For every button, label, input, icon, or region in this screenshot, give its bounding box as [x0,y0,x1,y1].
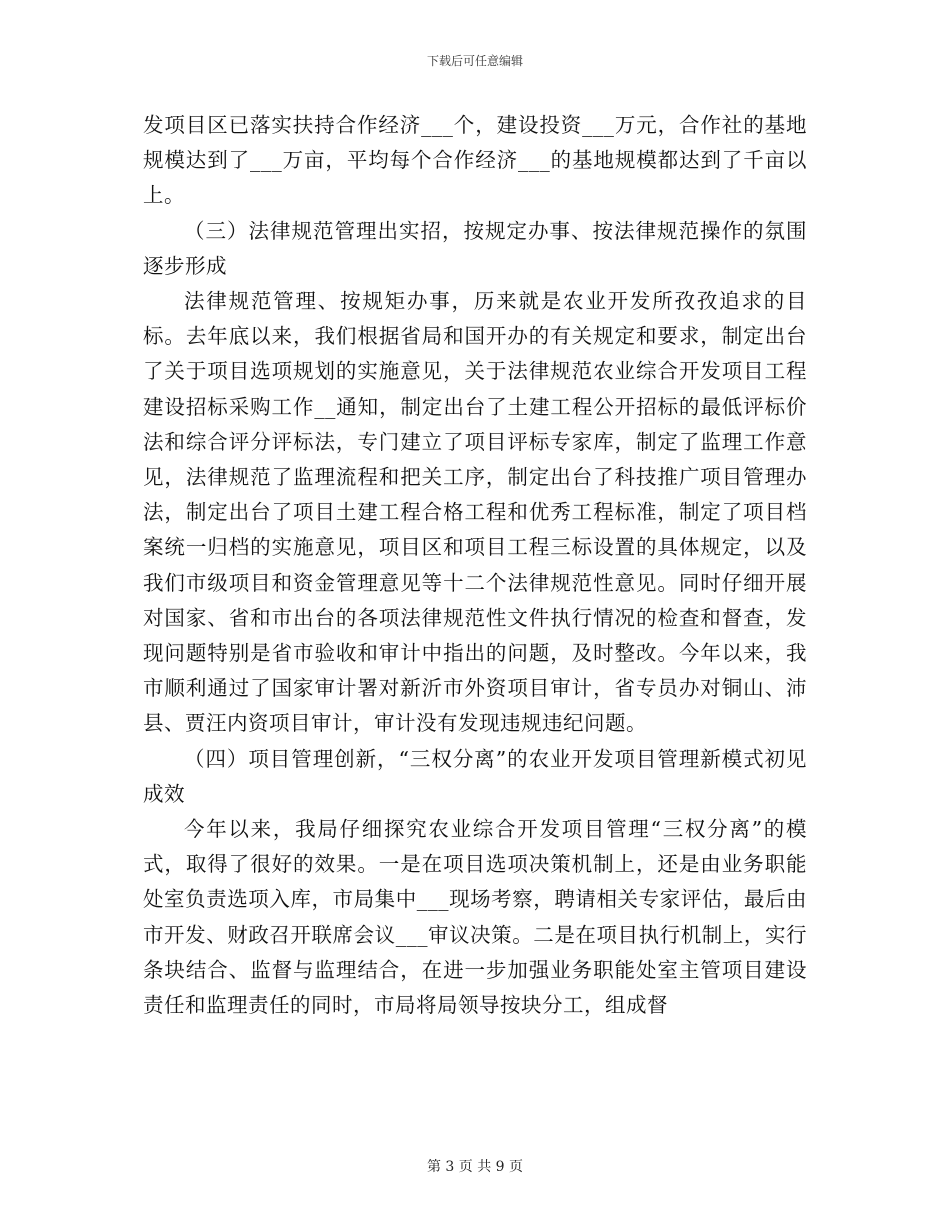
paragraph-3: 今年以来，我局仔细探究农业综合开发项目管理“三权分离”的模式，取得了很好的效果。一是在项目选项决策机制上，还是由业务职能处室负责选项入库，市局集中___现场考察，聘请相关专家评估，最后由市开发、财政召开联席会议___审议决策。二是在项目执行机制上，实行条块结合、监督与监理结合，在进一步加强业务职能处室主管项目建设责任和监理责任的同时，市局将局领导按块分工，组成督 [143,817,807,1018]
section-heading-3: （三）法律规范管理出实招，按规定办事、按法律规范操作的氛围逐步形成 [143,218,807,278]
document-body [143,108,807,1023]
page-footer: 第 3 页 共 9 页 [426,1159,524,1175]
paragraph-1: 发项目区已落实扶持合作经济___个，建设投资___万元，合作社的基地规模达到了___万亩，平均每个合作经济___的基地规模都达到了千亩以上。 [143,113,807,208]
page-header: 下载后可任意编辑 [426,54,523,68]
section-heading-4: （四）项目管理创新，“三权分离”的农业开发项目管理新模式初见成效 [143,746,807,806]
paragraph-2: 法律规范管理、按规矩办事，历来就是农业开发所孜孜追求的目标。去年底以来，我们根据省局和国开办的有关规定和要求，制定出台了关于项目选项规划的实施意见，关于法律规范农业综合开发项目工程建设招标采购工作__通知，制定出台了土建工程公开招标的最低评标价法和综合评分评标法，专门建立了项目评标专家库，制定了监理工作意见，法律规范了监理流程和把关工序，制定出台了科技推广项目管理办法，制定出台了项目土建工程合格工程和优秀工程标准，制定了项目档案统一归档的实施意见，项目区和项目工程三标设置的具体规定，以及我们市级项目和资金管理意见等十二个法律规范性意见。同时仔细开展对国家、省和市出台的各项法律规范性文件执行情况的检查和督查，发现问题特别是省市验收和审计中指出的问题，及时整改。今年以来，我市顺利通过了国家审计署对新沂市外资项目审计，省专员办对铜山、沛县、贾汪内资项目审计，审计没有发现违规违纪问题。 [143,289,807,736]
